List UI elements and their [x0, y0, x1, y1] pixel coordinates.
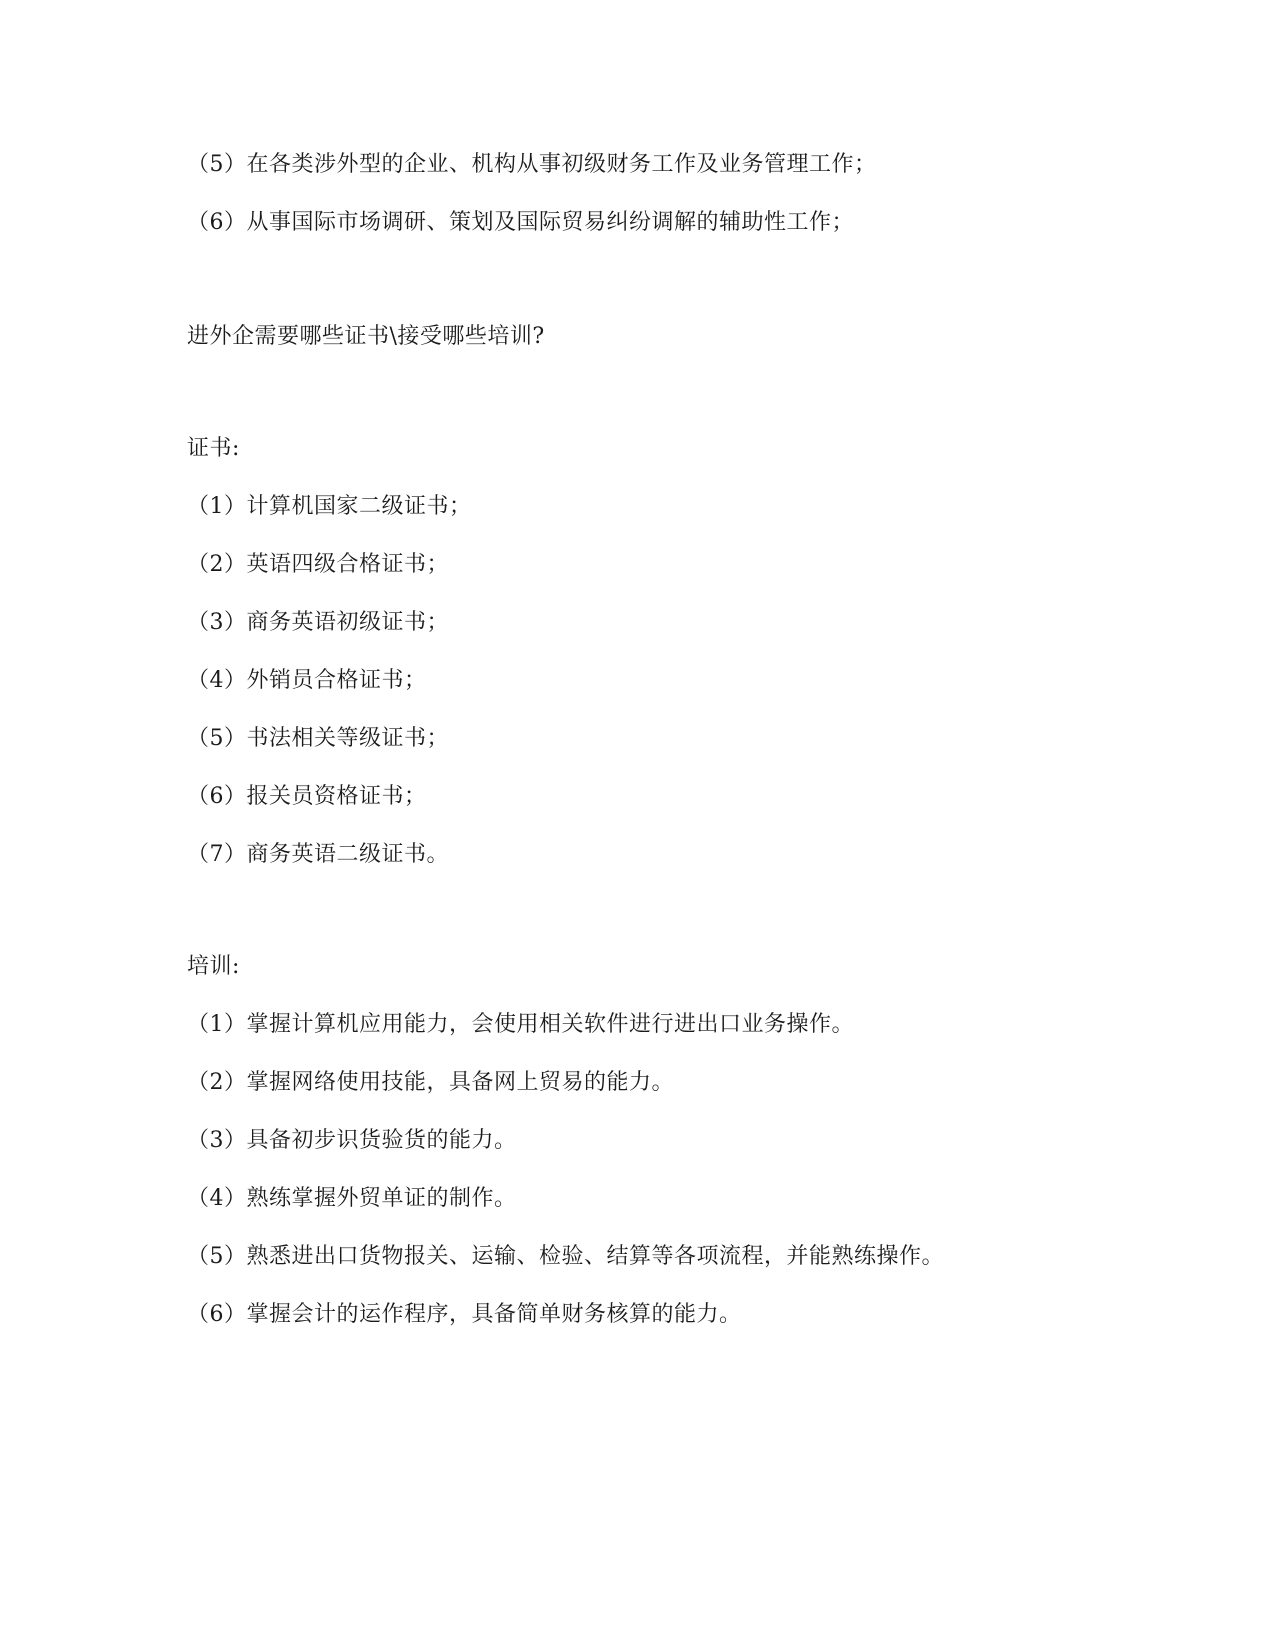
training-item: （3）具备初步识货验货的能力。: [187, 1128, 517, 1153]
training-item: （1）掌握计算机应用能力，会使用相关软件进行进出口业务操作。: [187, 1012, 854, 1037]
section-question: 进外企需要哪些证书\接受哪些培训?: [187, 324, 545, 349]
certificate-item: （6）报关员资格证书；: [187, 784, 427, 809]
training-item: （2）掌握网络使用技能，具备网上贸易的能力。: [187, 1070, 674, 1095]
training-item: （4）熟练掌握外贸单证的制作。: [187, 1186, 517, 1211]
certificate-item: （2）英语四级合格证书；: [187, 552, 449, 577]
training-heading: 培训:: [187, 954, 240, 979]
certificates-heading: 证书:: [187, 436, 240, 461]
intro-item: （6）从事国际市场调研、策划及国际贸易纠纷调解的辅助性工作；: [187, 210, 854, 235]
intro-item: （5）在各类涉外型的企业、机构从事初级财务工作及业务管理工作；: [187, 152, 877, 177]
certificate-item: （7）商务英语二级证书。: [187, 842, 449, 867]
certificate-item: （5）书法相关等级证书；: [187, 726, 449, 751]
training-item: （6）掌握会计的运作程序，具备简单财务核算的能力。: [187, 1302, 742, 1327]
certificate-item: （3）商务英语初级证书；: [187, 610, 449, 635]
certificate-item: （1）计算机国家二级证书；: [187, 494, 472, 519]
training-item: （5）熟悉进出口货物报关、运输、检验、结算等各项流程，并能熟练操作。: [187, 1244, 944, 1269]
certificate-item: （4）外销员合格证书；: [187, 668, 427, 693]
